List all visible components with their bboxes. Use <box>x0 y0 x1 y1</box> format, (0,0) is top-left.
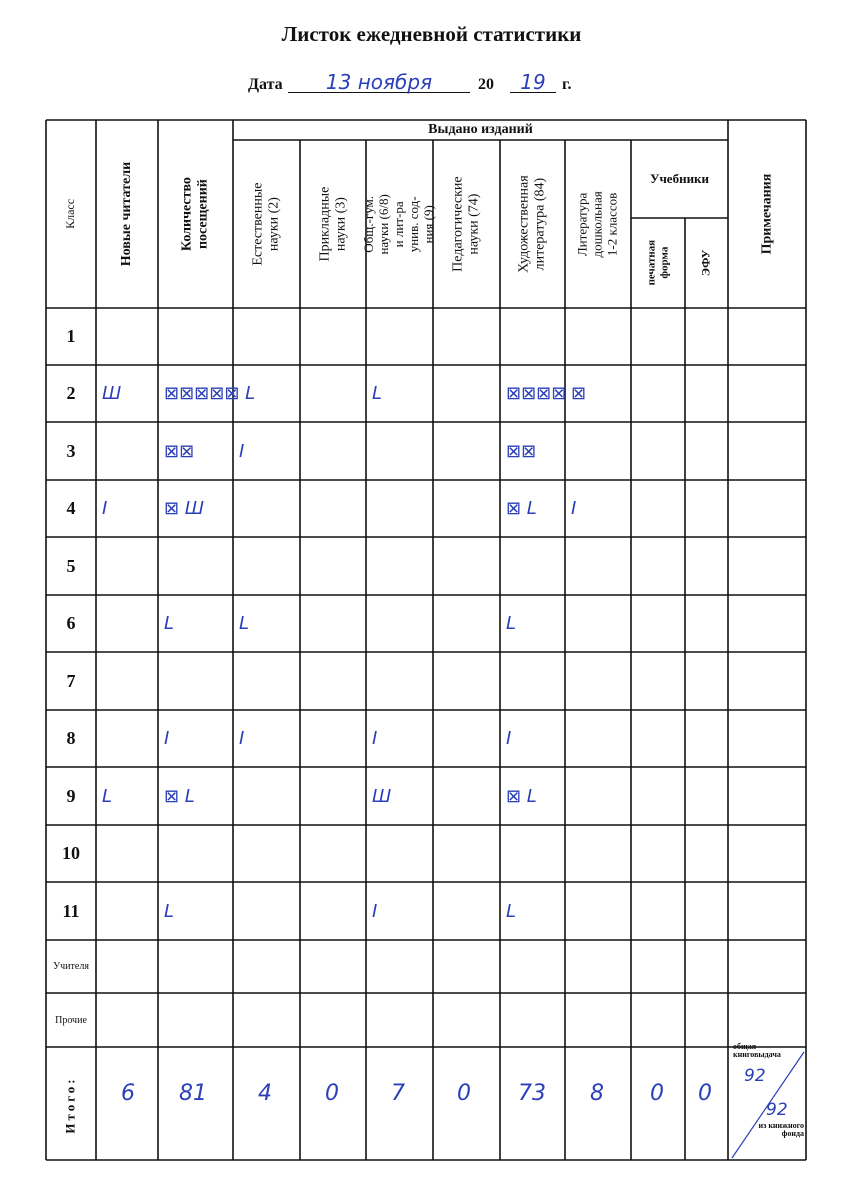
table-cell[interactable]: I <box>239 728 245 749</box>
total-value: 0 <box>698 1080 712 1106</box>
row-label: Прочие <box>55 1014 87 1026</box>
table-cell[interactable]: ⊠⊠⊠⊠⊠ L <box>164 383 256 404</box>
row-label: 6 <box>66 613 76 633</box>
table-cell[interactable]: L <box>506 900 517 922</box>
row-label: 1 <box>66 326 76 346</box>
total-value: 0 <box>325 1080 339 1106</box>
table-cell[interactable]: I <box>372 900 378 922</box>
table-cell[interactable]: I <box>372 728 378 749</box>
table-cell[interactable]: I <box>506 728 512 749</box>
table-cell[interactable]: ⊠ L <box>164 785 195 807</box>
header-issued: Выдано изданий <box>428 122 533 137</box>
row-label: 9 <box>66 785 76 806</box>
row-label: 8 <box>66 728 76 748</box>
header-new-readers: Новые читатели <box>118 161 134 267</box>
total-value: 73 <box>518 1080 546 1106</box>
table-cell[interactable]: L <box>372 383 383 404</box>
header-fiction: Художественная литература (84) <box>516 175 548 273</box>
header-efu: ЭФУ <box>698 249 713 277</box>
table-cell[interactable]: L <box>102 785 113 807</box>
table-cell[interactable]: Ш <box>102 383 122 404</box>
total-value: 6 <box>121 1080 135 1106</box>
table-cell[interactable]: L <box>164 900 175 922</box>
table-cell[interactable]: ⊠ <box>571 383 587 404</box>
table-cell[interactable]: I <box>164 728 170 749</box>
total-value: 81 <box>179 1080 207 1106</box>
year-prefix: 20 <box>478 76 494 93</box>
table-cell[interactable]: I <box>102 498 108 519</box>
row-label: Учителя <box>53 961 89 972</box>
row-label: 5 <box>66 555 76 576</box>
row-label: 7 <box>66 670 76 691</box>
table-cell[interactable]: I <box>239 440 245 462</box>
table-cell[interactable]: Ш <box>372 785 392 807</box>
total-issue-label: общая книговыдача <box>733 1042 781 1059</box>
header-pedagogical: Педагогические науки (74) <box>450 176 482 272</box>
table-cell[interactable]: ⊠⊠⊠⊠ <box>506 383 567 404</box>
header-textbooks: Учебники <box>649 171 710 186</box>
table-cell[interactable]: L <box>164 613 175 634</box>
header-class: Класс <box>63 199 78 229</box>
header-preschool: Литература дошкольная 1-2 классов <box>574 190 620 258</box>
table-cell[interactable]: ⊠⊠ <box>164 440 195 462</box>
date-label: Дата <box>248 76 283 93</box>
total-value: 8 <box>590 1080 604 1106</box>
row-label: 3 <box>66 440 76 461</box>
table-cell[interactable]: I <box>571 498 577 519</box>
header-natural: Естественные науки (2) <box>250 182 282 266</box>
date-year-field[interactable]: 19 <box>510 70 556 93</box>
row-label: 4 <box>66 498 76 518</box>
fund-issue-label: из книжного фонда <box>758 1121 804 1138</box>
fund-issue-value: 92 <box>766 1100 788 1120</box>
page-title: Листок ежедневной статистики <box>281 22 582 46</box>
row-label: 10 <box>62 843 80 863</box>
header-printed: печатная форма <box>645 240 670 286</box>
total-value: 7 <box>391 1080 405 1106</box>
table-cell[interactable]: ⊠ L <box>506 498 537 519</box>
total-value: 4 <box>258 1080 272 1106</box>
year-suffix: г. <box>562 76 572 93</box>
header-applied: Прикладные науки (3) <box>316 186 348 262</box>
table-cell[interactable]: ⊠ Ш <box>164 498 205 519</box>
table-cell[interactable]: ⊠ L <box>506 785 537 807</box>
total-value: 0 <box>650 1080 664 1106</box>
total-value: 0 <box>457 1080 471 1106</box>
row-label: 2 <box>66 383 76 403</box>
header-visits: Количество посещений <box>179 176 211 252</box>
table-cell[interactable]: ⊠⊠ <box>506 440 537 462</box>
header-social: Общ.-гум. науки (6/8) и лит-ра унив. сод-ния (9) <box>361 193 436 255</box>
table-cell[interactable]: L <box>239 613 250 634</box>
totals-label: Итого: <box>63 1076 78 1134</box>
table-cell[interactable]: L <box>506 613 517 634</box>
date-day-field[interactable]: 13 ноября <box>288 70 470 93</box>
total-issue-value: 92 <box>744 1066 766 1086</box>
header-notes: Примечания <box>758 173 774 255</box>
row-label: 11 <box>62 900 80 921</box>
